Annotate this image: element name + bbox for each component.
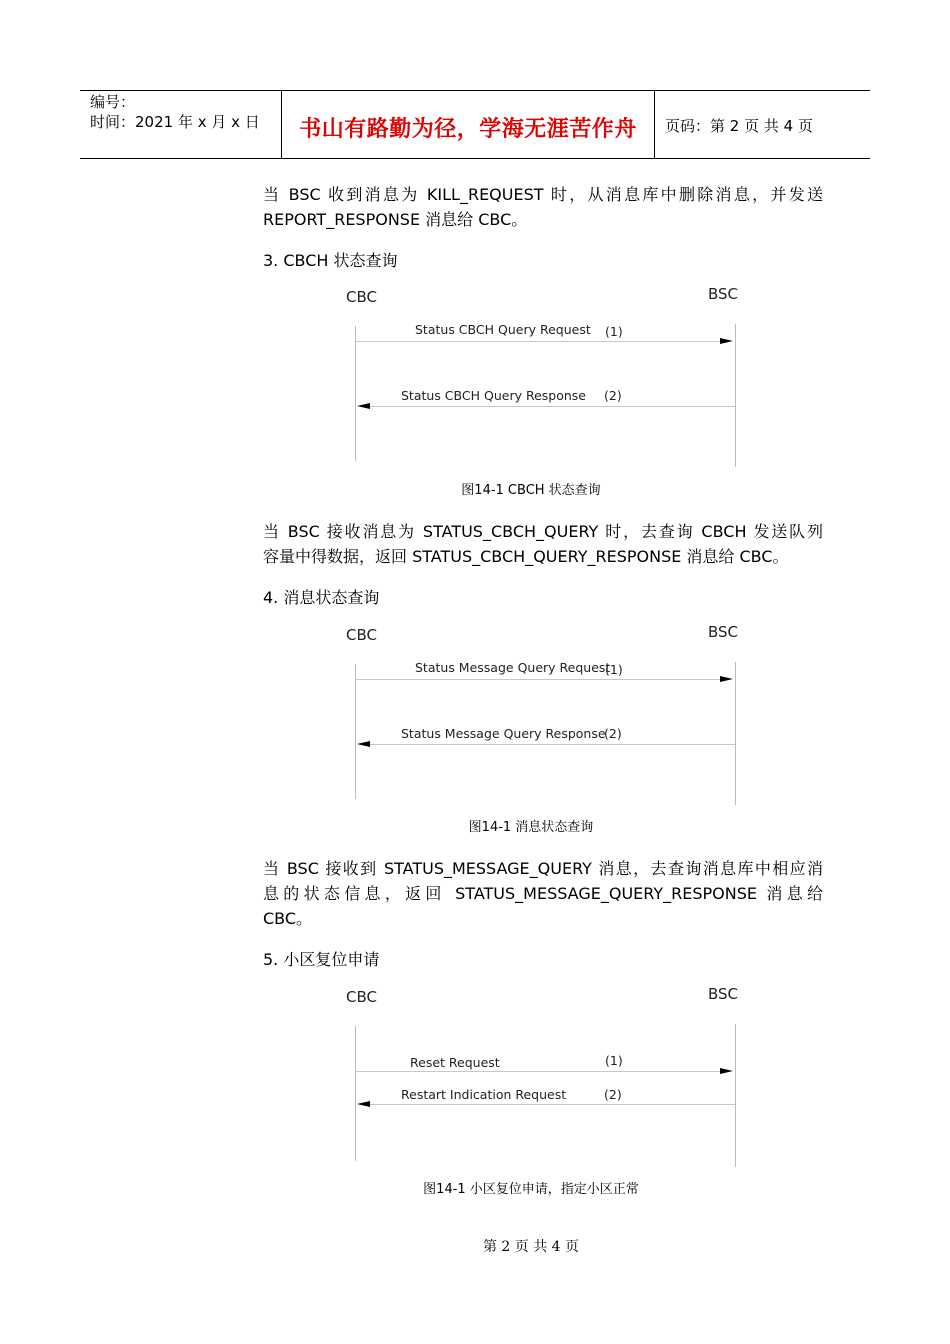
arrow-right-icon [720, 338, 733, 344]
intro-line-1: 当 BSC 收到消息为 KILL_REQUEST 时，从消息库中删除消息，并发送 [263, 185, 823, 204]
bsc-lifeline [735, 662, 736, 805]
sequence-diagram-message-status [340, 622, 760, 812]
section-4-line-1: 当 BSC 接收到 STATUS_MESSAGE_QUERY 消息，去查询消息库中相应消 [263, 859, 823, 878]
section-4-paragraph [263, 856, 823, 931]
section-3-paragraph [263, 519, 823, 569]
bsc-lifeline [735, 324, 736, 467]
header-bottom-rule [80, 158, 870, 159]
arrow-left-icon [357, 1101, 370, 1107]
message-1-arrow-line [355, 1071, 727, 1072]
figure-caption-cbch: 图14-1 CBCH 状态查询 [461, 483, 601, 498]
message-1-number: (1) [605, 1053, 623, 1068]
sequence-diagram-cbch [340, 284, 760, 474]
header-motto: 书山有路勤为径，学海无涯苦作舟 [299, 117, 637, 142]
message-2-label: Status Message Query Response [401, 726, 606, 741]
message-2-arrow-line [365, 1104, 735, 1105]
section-4-line-2: 息的状态信息，返回 STATUS_MESSAGE_QUERY_RESPONSE 消息给 [263, 884, 823, 903]
message-2-label: Status CBCH Query Response [401, 388, 586, 403]
entity-bsc: BSC [707, 985, 738, 1003]
arrow-left-icon [357, 741, 370, 747]
intro-line-2: REPORT_RESPONSE 消息给 CBC。 [263, 210, 528, 229]
figure-caption-message-status: 图14-1 消息状态查询 [468, 820, 594, 835]
entity-bsc: BSC [707, 623, 738, 641]
message-2-number: (2) [604, 1087, 622, 1102]
section-3-heading: 3. CBCH 状态查询 [263, 251, 398, 270]
header-divider-2 [654, 90, 655, 158]
header-number-label: 编号： [90, 93, 136, 111]
section-3-line-2: 容量中得数据，返回 STATUS_CBCH_QUERY_RESPONSE 消息给 CBC。 [263, 547, 789, 566]
message-2-label: Restart Indication Request [401, 1087, 567, 1102]
message-2-number: (2) [604, 388, 622, 403]
entity-cbc: CBC [346, 988, 377, 1006]
message-1-label: Status Message Query Request [415, 660, 611, 675]
message-1-number: (1) [605, 662, 623, 677]
message-1-label: Status CBCH Query Request [415, 322, 591, 337]
message-2-arrow-line [365, 744, 735, 745]
arrow-right-icon [720, 676, 733, 682]
header-left [90, 92, 260, 132]
figure-caption-cell-reset: 图14-1 小区复位申请，指定小区正常 [423, 1182, 639, 1197]
entity-cbc: CBC [346, 626, 377, 644]
section-4-line-3: CBC。 [263, 909, 313, 928]
intro-paragraph [263, 182, 823, 232]
header-time-label: 时间：2021 年 x 月 x 日 [90, 113, 260, 131]
arrow-left-icon [357, 403, 370, 409]
entity-cbc: CBC [346, 288, 377, 306]
bsc-lifeline [735, 1024, 736, 1167]
header-page-info: 页码：第 2 页 共 4 页 [665, 117, 813, 135]
cbc-lifeline [355, 1026, 356, 1161]
cbc-lifeline [355, 326, 356, 461]
message-2-number: (2) [604, 726, 622, 741]
message-1-label: Reset Request [410, 1055, 500, 1070]
entity-bsc: BSC [707, 285, 738, 303]
message-1-arrow-line [355, 341, 727, 342]
page-footer: 第 2 页 共 4 页 [482, 1239, 580, 1255]
message-2-arrow-line [365, 406, 735, 407]
message-1-number: (1) [605, 324, 623, 339]
header-top-rule [80, 90, 870, 91]
sequence-diagram-cell-reset [340, 984, 760, 1174]
message-1-arrow-line [355, 679, 727, 680]
section-4-heading: 4. 消息状态查询 [263, 588, 380, 607]
cbc-lifeline [355, 664, 356, 799]
section-3-line-1: 当 BSC 接收消息为 STATUS_CBCH_QUERY 时，去查询 CBCH 发送队列 [263, 522, 823, 541]
arrow-right-icon [720, 1068, 733, 1074]
section-5-heading: 5. 小区复位申请 [263, 950, 380, 969]
